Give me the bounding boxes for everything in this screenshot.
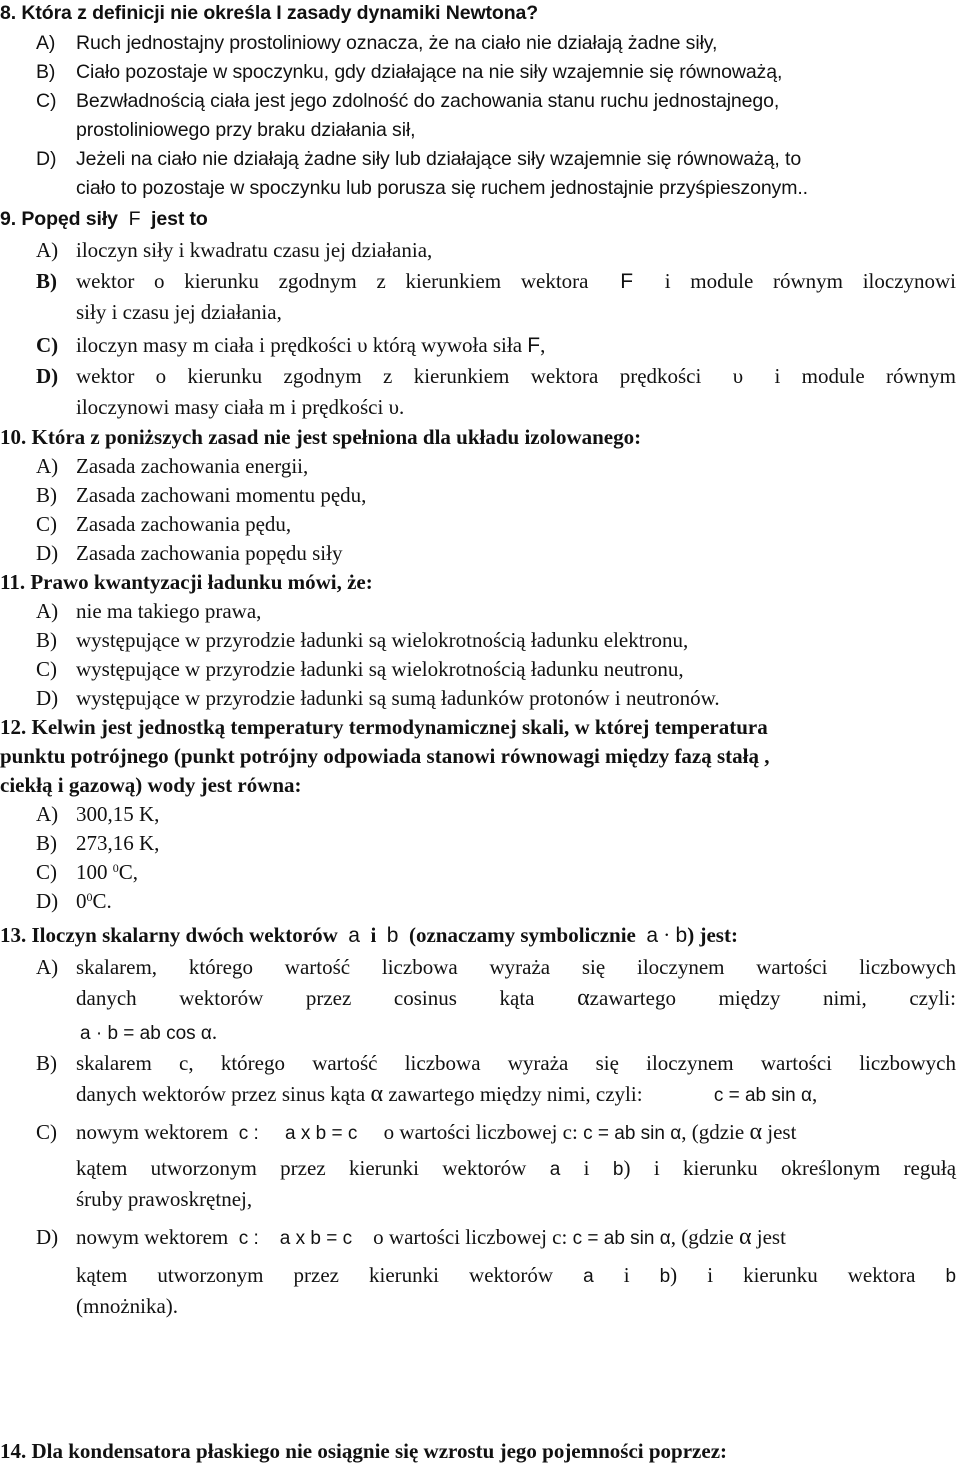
- q8-option-a: A) Ruch jednostajny prostoliniowy oznacza, że na ciało nie działają żadne siły,: [36, 32, 718, 54]
- q12-option-b: B) 273,16 K,: [36, 831, 160, 855]
- q10-option-c: C) Zasada zachowania pędu,: [36, 512, 292, 536]
- question-12-title-line-3: ciekłą i gazową) wody jest równa:: [0, 773, 302, 797]
- q9-option-c: C) iloczyn masy m ciała i prędkości υ którą wywoła siła F,: [36, 333, 546, 357]
- vector-b-symbol: b: [945, 1266, 957, 1287]
- q13-option-a: A) skalarem, którego wartość liczbowa wyraża się iloczynem wartości liczbowych: [36, 955, 956, 979]
- q10-option-d: D) Zasada zachowania popędu siły: [36, 541, 343, 565]
- question-13-title: 13. Iloczyn skalarny dwóch wektorów a i b (oznaczamy symbolicznie a · b) jest:: [0, 923, 738, 947]
- q9-option-b-continued: siły i czasu jej działania,: [76, 300, 282, 324]
- alpha-symbol: α: [749, 1119, 763, 1145]
- question-9-title: 9. Popęd siły F jest to: [0, 208, 208, 230]
- q12-option-d: D) $0^0C$.: [36, 889, 112, 913]
- q13-option-c-continued-2: śruby prawoskrętnej,: [76, 1187, 253, 1211]
- velocity-symbol: υ: [388, 395, 399, 419]
- vector-f-symbol: F: [527, 334, 541, 357]
- q8-option-b: B) Ciało pozostaje w spoczynku, gdy działające na nie siły wzajemnie się równoważą,: [36, 61, 783, 83]
- q13-option-c-continued: kątem utworzonym przez kierunki wektorów a i b) i kierunku określonym regułą: [76, 1156, 957, 1180]
- q13-option-d-continued-2: (mnożnika).: [76, 1294, 179, 1318]
- alpha-symbol: α: [738, 1224, 752, 1250]
- q11-option-c: C) występujące w przyrodzie ładunki są wielokrotnością ładunku neutronu,: [36, 657, 684, 681]
- vector-f-symbol: F: [128, 208, 141, 230]
- q9-option-d-continued: iloczynowi masy ciała m i prędkości υ.: [76, 395, 405, 419]
- q11-option-d: D) występujące w przyrodzie ładunki są sumą ładunków protonów i neutronów.: [36, 686, 720, 710]
- question-12-title-line-2: punktu potrójnego (punkt potrójny odpowiada stanowi równowagi między fazą stałą ,: [0, 744, 770, 768]
- q9-option-a: A) iloczyn siły i kwadratu czasu jej działania,: [36, 238, 433, 262]
- q13-option-d-continued: kątem utworzonym przez kierunki wektorów a i b) i kierunku wektora b: [76, 1263, 957, 1287]
- velocity-symbol: υ: [732, 364, 744, 388]
- q10-option-a: A) Zasada zachowania energii,: [36, 454, 309, 478]
- q11-option-b: B) występujące w przyrodzie ładunki są wielokrotnością ładunku elektronu,: [36, 628, 689, 652]
- question-10-title: 10. Która z poniższych zasad nie jest spełniona dla układu izolowanego:: [0, 425, 642, 449]
- vector-b-symbol: b: [675, 924, 688, 947]
- question-11-title: 11. Prawo kwantyzacji ładunku mówi, że:: [0, 570, 373, 594]
- q8-option-d: D) Jeżeli na ciało nie działają żadne siły lub działające siły wzajemnie się równoważą, to: [36, 148, 802, 170]
- velocity-symbol: υ: [357, 333, 368, 357]
- question-12-title: 12. Kelwin jest jednostką temperatury termodynamicznej skali, w której temperatura: [0, 715, 768, 739]
- vector-a-symbol: a: [549, 1159, 561, 1180]
- vector-a-symbol: a: [583, 1266, 594, 1287]
- q13-option-b: B) skalarem c, którego wartość liczbowa wyraża się iloczynem wartości liczbowych: [36, 1051, 956, 1075]
- vector-b-symbol: b: [659, 1266, 671, 1287]
- alpha-symbol: α: [370, 1081, 384, 1107]
- q8-option-c: C) Bezwładnością ciała jest jego zdolność do zachowania stanu ruchu jednostajnego,: [36, 90, 780, 112]
- q12-option-a: A) 300,15 K,: [36, 802, 160, 826]
- q8-option-c-continued: prostoliniowego przy braku działania sił,: [76, 119, 416, 141]
- question-14-title: 14. Dla kondensatora płaskiego nie osiągnie się wzrostu jego pojemności poprzez:: [0, 1439, 728, 1463]
- q10-option-b: B) Zasada zachowani momentu pędu,: [36, 483, 367, 507]
- q13-option-a-continued: danych wektorów przez cosinus kąta αzawartego między nimi, czyli:: [76, 985, 956, 1011]
- vector-f-symbol: F: [620, 270, 634, 293]
- alpha-symbol: α: [577, 985, 590, 1011]
- vector-a-symbol: a: [348, 924, 360, 947]
- vector-b-symbol: b: [386, 924, 399, 947]
- q11-option-a: A) nie ma takiego prawa,: [36, 599, 262, 623]
- vector-a-symbol: a: [646, 924, 659, 947]
- q13-option-c: C) nowym wektorem c : a x b = c o wartości liczbowej c: c = ab sin α, (gdzie α jest: [36, 1119, 797, 1145]
- question-8-title: 8. Która z definicji nie określa I zasady dynamiki Newtona?: [0, 2, 539, 24]
- q12-option-c: C) 100 $^0$C,: [36, 860, 139, 884]
- vector-b-symbol: b: [612, 1159, 624, 1180]
- q9-option-b: B) wektor o kierunku zgodnym z kierunkiem wektora F i module równym iloczynowi: [36, 269, 957, 293]
- q13-option-a-formula: a · b = ab cos α.: [80, 1020, 218, 1044]
- q13-option-d: D) nowym wektorem c : a x b = c o wartości liczbowej c: c = ab sin α, (gdzie α jest: [36, 1224, 786, 1250]
- q13-option-b-continued: danych wektorów przez sinus kąta α zawartego między nimi, czyli: c = ab sin α,: [76, 1081, 818, 1107]
- q9-option-d: D) wektor o kierunku zgodnym z kierunkiem wektora prędkości υ i module równym: [36, 364, 956, 388]
- q8-option-d-continued: ciało to pozostaje w spoczynku lub porusza się ruchem jednostajnie przyśpieszonym..: [76, 177, 808, 199]
